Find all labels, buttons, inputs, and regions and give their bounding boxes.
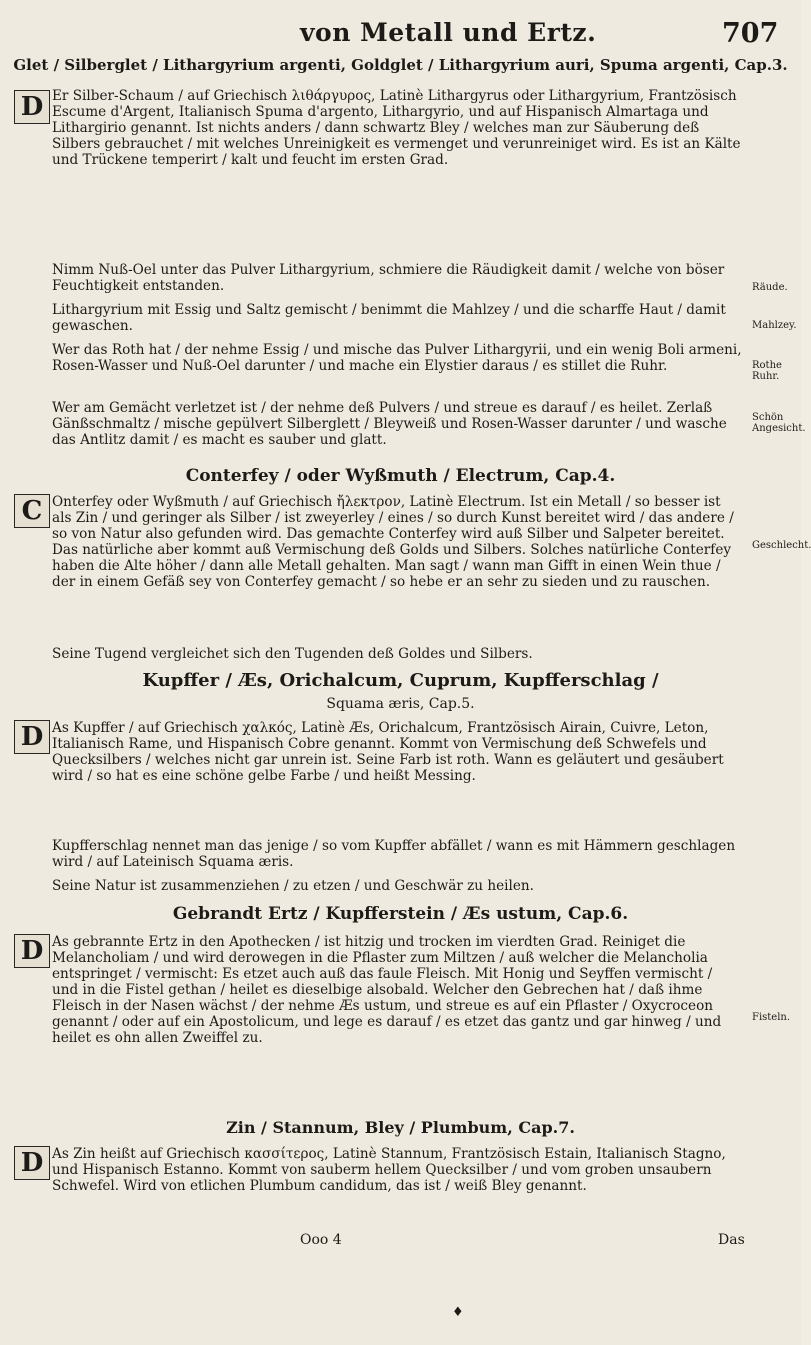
drop-cap-initial: D bbox=[14, 934, 50, 968]
drop-cap-initial: D bbox=[14, 1146, 50, 1180]
page-number: 707 bbox=[722, 18, 779, 49]
margin-note: Fisteln. bbox=[752, 1012, 791, 1023]
drop-cap-initial: D bbox=[14, 90, 50, 124]
ornament-mark: ♦ bbox=[452, 1305, 464, 1320]
chapter-5-paragraph: Seine Natur ist zusammenziehen / zu etzen / und Geschwär zu heilen. bbox=[52, 878, 535, 894]
running-title: von Metall und Ertz. bbox=[300, 18, 597, 47]
margin-note: Räude. bbox=[752, 282, 788, 293]
chapter-4-heading: Conterfey / oder Wyßmuth / Electrum, Cap.4. bbox=[185, 466, 616, 486]
chapter-3-paragraph: Wer das Roth hat / der nehme Essig / und mische das Pulver Lithargyrii, und ein wenig Boli armeni, Rosen-Wasser und Nuß-Oel darunter / und mache ein Elystier daraus / es stillet die Ruhr. bbox=[52, 342, 742, 374]
chapter-3-paragraph: Lithargyrium mit Essig und Saltz gemischt / benimmt die Mahlzey / und die scharffe Haut / damit gewaschen. bbox=[52, 302, 726, 334]
chapter-3-paragraph: Wer am Gemächt verletzet ist / der nehme deß Pulvers / und streue es darauf / es heilet. Zerlaß Gänßschmaltz / mische gepülvert Silberglett / Bleyweiß und Rosen-Wasser darunter / und wasche das Antlitz damit / es macht es sauber und glatt. bbox=[52, 400, 727, 448]
chapter-3-paragraph: Nimm Nuß-Oel unter das Pulver Lithargyrium, schmiere die Räudigkeit damit / welche von böser Feuchtigkeit entstanden. bbox=[52, 262, 725, 294]
chapter-4-paragraph: Onterfey oder Wyßmuth / auf Griechisch ἤλεκτρον, Latinè Electrum. Ist ein Metall / so besser ist als Zin / und geringer als Silber / ist zweyerley / eines / so durch Kunst bereitet wird / das andere / so von Natur also gefunden wird. Das gemachte Conterfey wird auß Silber und Salpeter bereitet. Das natürliche aber kommt auß Vermischung deß Golds und Silbers. Solches natürliche Conterfey haben die Alte höher / dann alle Metall gehalten. Man sagt / wann man Gifft in einen Wein thue / der in einem Gefäß sey von Conterfey gemacht / so hebe er an sehr zu sieden und zu rauschen. bbox=[52, 494, 734, 590]
chapter-3-heading: Glet / Silberglet / Lithargyrium argenti, Goldglet / Lithargyrium auri, Spuma argenti, Cap.3. bbox=[13, 56, 788, 74]
chapter-7-heading: Zin / Stannum, Bley / Plumbum, Cap.7. bbox=[226, 1118, 575, 1137]
chapter-7-paragraph: As Zin heißt auf Griechisch κασσίτερος, Latinè Stannum, Frantzösisch Estain, Italianisch Stagno, und Hispanisch Estanno. Kommt von sauberm hellem Quecksilber / und vom groben unsaubern Schwefel. Wird von etlichen Plumbum candidum, das ist / weiß Bley genannt. bbox=[52, 1146, 726, 1194]
drop-cap-initial: C bbox=[14, 494, 50, 528]
chapter-5-heading: Kupffer / Æs, Orichalcum, Cuprum, Kupfferschlag / bbox=[142, 670, 659, 691]
catchword: Das bbox=[718, 1232, 745, 1248]
margin-note: Schön Angesicht. bbox=[752, 412, 806, 434]
chapter-5-paragraph: Kupfferschlag nennet man das jenige / so vom Kupffer abfället / wann es mit Hämmern geschlagen wird / auf Lateinisch Squama æris. bbox=[52, 838, 736, 870]
margin-note: Rothe Ruhr. bbox=[752, 360, 782, 382]
drop-cap-initial: D bbox=[14, 720, 50, 754]
chapter-6-heading: Gebrandt Ertz / Kupfferstein / Æs ustum, Cap.6. bbox=[172, 904, 629, 924]
signature-mark: Ooo 4 bbox=[300, 1232, 342, 1248]
chapter-6-paragraph: As gebrannte Ertz in den Apothecken / ist hitzig und trocken im vierdten Grad. Reiniget die Melancholiam / und wird derowegen in die Pflaster zum Miltzen / auß welcher die Melancholia entspringet / vermischt: Es etzet auch auß das faule Fleisch. Mit Honig und Seyffen vermischt / und in die Fistel gethan / heilet es dieselbige alsobald. Welcher den Gebrechen hat / daß ihme Fleisch in der Nasen wächst / der nehme Æs ustum, und streue es auf ein Pflaster / Oxycroceon genannt / oder auf ein Apostolicum, und lege es darauf / es etzet das gantz und gar hinweg / und heilet es ohn allen Zweiffel zu. bbox=[52, 934, 722, 1046]
running-header bbox=[0, 8, 801, 52]
margin-note: Mahlzey. bbox=[752, 320, 797, 331]
margin-note: Geschlecht. bbox=[752, 540, 811, 551]
chapter-5-subheading: Squama æris, Cap.5. bbox=[326, 696, 475, 712]
chapter-3-paragraph: Er Silber-Schaum / auf Griechisch λιθάργυρος, Latinè Lithargyrus oder Lithargyrium, Frantzösisch Escume d'Argent, Italianisch Spuma d'argento, Lithargyrio, und auf Hispanisch Almartaga und Lithargirio genannt. Ist nichts anders / dann schwartz Bley / welches man zur Säuberung deß Silbers gebrauchet / mit welches Unreinigkeit es vermenget und verunreiniget wird. Es ist an Kälte und Trückene temperirt / kalt und feucht im ersten Grad. bbox=[52, 88, 741, 168]
chapter-5-paragraph: As Kupffer / auf Griechisch χαλκός, Latinè Æs, Orichalcum, Frantzösisch Airain, Cuivre, Leton, Italianisch Rame, und Hispanisch Cobre genannt. Kommt von Vermischung deß Schwefels und Quecksilbers / welches nicht gar unrein ist. Seine Farb ist roth. Wann es geläutert und gesäubert wird / so hat es eine schöne gelbe Farbe / und heißt Messing. bbox=[52, 720, 724, 784]
chapter-4-paragraph: Seine Tugend vergleichet sich den Tugenden deß Goldes und Silbers. bbox=[52, 646, 533, 662]
